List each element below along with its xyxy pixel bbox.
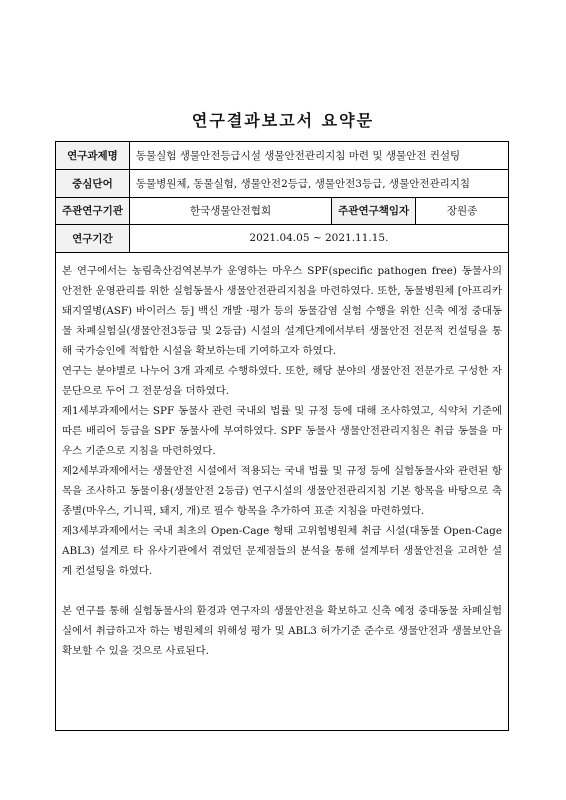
institution-value: 한국생물안전협회 <box>129 197 331 225</box>
pi-value: 장원종 <box>416 197 508 225</box>
summary-box <box>55 141 509 731</box>
keywords-value: 동물병원체, 동물실험, 생물안전2등급, 생물안전3등급, 생물안전관리지침 <box>129 170 508 198</box>
conclusion-paragraph: 본 연구를 통해 실험동물사의 환경과 연구자의 생물안전을 확보하고 신축 예정 중대동물 차폐실험실에서 취급하고자 하는 병원체의 위해성 평가 및 ABL3 허가기준 준수로 생물안전과 생물보안을 확보할 수 있을 것으로 사료된다. <box>62 604 502 657</box>
abstract-paragraph: 제3세부과제에서는 국내 최초의 Open-Cage 형태 고위험병원체 취급 시설(대동물 Open-Cage ABL3) 설계로 타 유사기관에서 겪었던 문제점들의 분석을 통해 설계부터 생물안전을 고려한 설계 컨설팅을 하였다. <box>62 524 502 577</box>
abstract-paragraph: 제1세부과제에서는 SPF 동물사 관련 국내외 법률 및 규정 등에 대해 조사하였고, 식약처 기준에 따른 배리어 등급을 SPF 동물사에 부여하였다. SPF 동물사 생물안전관리지침은 취급 동물을 마우스 기준으로 지침을 마련하였다. <box>62 404 502 457</box>
table-row <box>56 170 508 198</box>
table-row <box>56 142 508 170</box>
table-row <box>56 225 508 253</box>
keywords-label: 중심단어 <box>56 170 129 198</box>
institution-label: 주관연구기관 <box>56 197 129 225</box>
document-title: 연구결과보고서 요약문 <box>191 111 375 130</box>
period-label: 연구기간 <box>56 225 129 253</box>
table-row <box>56 197 508 225</box>
abstract-paragraph: 연구는 분야별로 나누어 3개 과제로 수행하였다. 또한, 해당 분야의 생물안전 전문가로 구성한 자문단으로 두어 그 전문성을 더하였다. <box>62 364 502 397</box>
project-info-table <box>56 142 508 253</box>
project-name-label: 연구과제명 <box>56 142 129 170</box>
abstract-body <box>56 253 508 661</box>
abstract-paragraph: 본 연구에서는 농림축산검역본부가 운영하는 마우스 SPF(specific pathogen free) 동물사의 안전한 운영관리를 위한 실험동물사 생물안전관리지침을 마련하였다. 또한, 동물병원체 [아프리카돼지열병(ASF) 바이러스 등] 백신 개발 ·평가 등의 동물감염 실험 수행을 위한 신축 예정 중대동물 차폐실험실(생물안전3등급 및 2등급) 시설의 설계단계에서부터 생물안전 전문적 컨설팅을 통해 국가승인에 적합한 시설을 확보하는데 기여하고자 하였다. <box>62 264 502 357</box>
abstract-paragraph: 제2세부과제에서는 생물안전 시설에서 적용되는 국내 법률 및 규정 등에 실험동물사와 관련된 항목을 조사하고 동물이용(생물안전 2등급) 연구시설의 생물안전관리지침 기본 항목을 바탕으로 축종별(마우스, 기니픽, 돼지, 개)로 필수 항목을 추가하여 표준 지침을 마련하였다. <box>62 464 502 517</box>
period-value: 2021.04.05 ~ 2021.11.15. <box>129 225 508 253</box>
project-name-value: 동물실험 생물안전등급시설 생물안전관리지침 마련 및 생물안전 컨설팅 <box>129 142 508 170</box>
pi-label: 주관연구책임자 <box>332 197 416 225</box>
